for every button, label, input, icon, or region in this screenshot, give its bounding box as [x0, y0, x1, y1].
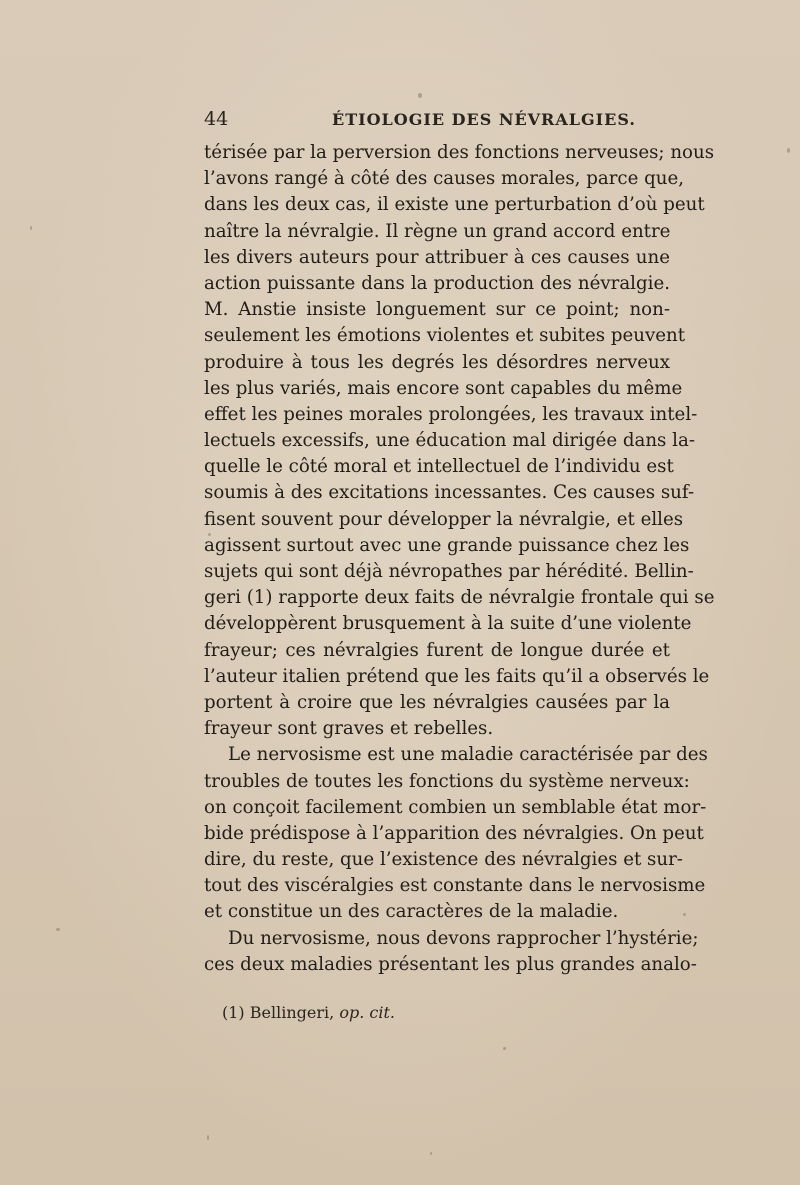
page-header — [204, 108, 670, 134]
text-line: l’auteur italien prétend que les faits qu’il a observés le — [204, 665, 710, 687]
text-line: portent à croire que les névralgies causées par la — [204, 691, 670, 713]
text-line: fisent souvent pour développer la névralgie, et elles — [204, 508, 684, 530]
text-line: bide prédispose à l’apparition des névralgies. On peut — [204, 822, 704, 844]
text-line: ces deux maladies présentant les plus grandes analo- — [204, 953, 697, 975]
text-line: Le nervosisme est une maladie caractérisée par des — [228, 744, 708, 766]
text-line: térisée par la perversion des fonctions nerveuses; nous — [204, 142, 715, 163]
footnote — [222, 1003, 395, 1022]
text-line: troubles de toutes les fonctions du système nerveux: — [204, 770, 690, 792]
text-line: effet les peines morales prolongées, les travaux intel- — [204, 403, 698, 425]
paper-speck — [683, 913, 686, 916]
text-line: on conçoit facilement combien un semblable état mor- — [204, 796, 707, 818]
text-line: frayeur sont graves et rebelles. — [204, 718, 494, 740]
text-line: et constitue un des caractères de la maladie. — [204, 901, 619, 923]
paper-speck — [207, 1135, 209, 1140]
text-line: tout des viscéralgies est constante dans le nervosisme — [204, 875, 706, 897]
text-line: produire à tous les degrés les désordres nerveux — [204, 351, 670, 373]
paper-speck — [418, 93, 422, 98]
text-line: M. Anstie insiste longuement sur ce point; non- — [204, 299, 670, 321]
paper-speck — [56, 928, 60, 931]
text-line: seulement les émotions violentes et subites peuvent — [204, 325, 686, 347]
text-line: sujets qui sont déjà névropathes par hérédité. Bellin- — [204, 561, 694, 582]
body-text — [204, 140, 715, 978]
text-line: les plus variés, mais encore sont capables du même — [204, 377, 683, 399]
text-line: soumis à des excitations incessantes. Ces causes suf- — [204, 482, 695, 504]
text-line: l’avons rangé à côté des causes morales, parce que, — [204, 168, 685, 190]
text-line: geri (1) rapporte deux faits de névralgie frontale qui se — [204, 587, 715, 609]
footnote-reference: op. cit. — [339, 1003, 395, 1022]
text-line: quelle le côté moral et intellectuel de l’individu est — [204, 456, 674, 478]
text-line: agissent surtout avec une grande puissance chez les — [204, 534, 690, 556]
text-line: Du nervosisme, nous devons rapprocher l’hystérie; — [228, 927, 699, 949]
text-line: dans les deux cas, il existe une perturbation d’où peut — [204, 194, 705, 216]
paper-speck — [30, 226, 32, 230]
text-line: dire, du reste, que l’existence des névralgies et sur- — [204, 849, 683, 871]
running-head: ÉTIOLOGIE DES NÉVRALGIES. — [332, 110, 636, 129]
text-line: les divers auteurs pour attribuer à ces causes une — [204, 246, 670, 268]
text-line: frayeur; ces névralgies furent de longue durée et — [204, 639, 670, 661]
paper-speck — [503, 1047, 506, 1050]
text-line: action puissante dans la production des névralgie. — [204, 272, 670, 294]
text-line: développèrent brusquement à la suite d’une violente — [204, 613, 692, 635]
text-line: lectuels excessifs, une éducation mal dirigée dans la- — [204, 430, 695, 452]
paper-speck — [787, 148, 790, 153]
page-number: 44 — [204, 108, 229, 130]
paper-speck — [430, 1152, 432, 1155]
text-line: naître la névralgie. Il règne un grand accord entre — [204, 220, 671, 242]
footnote-author: Bellingeri, — [249, 1003, 335, 1022]
footnote-marker: (1) — [222, 1003, 245, 1022]
